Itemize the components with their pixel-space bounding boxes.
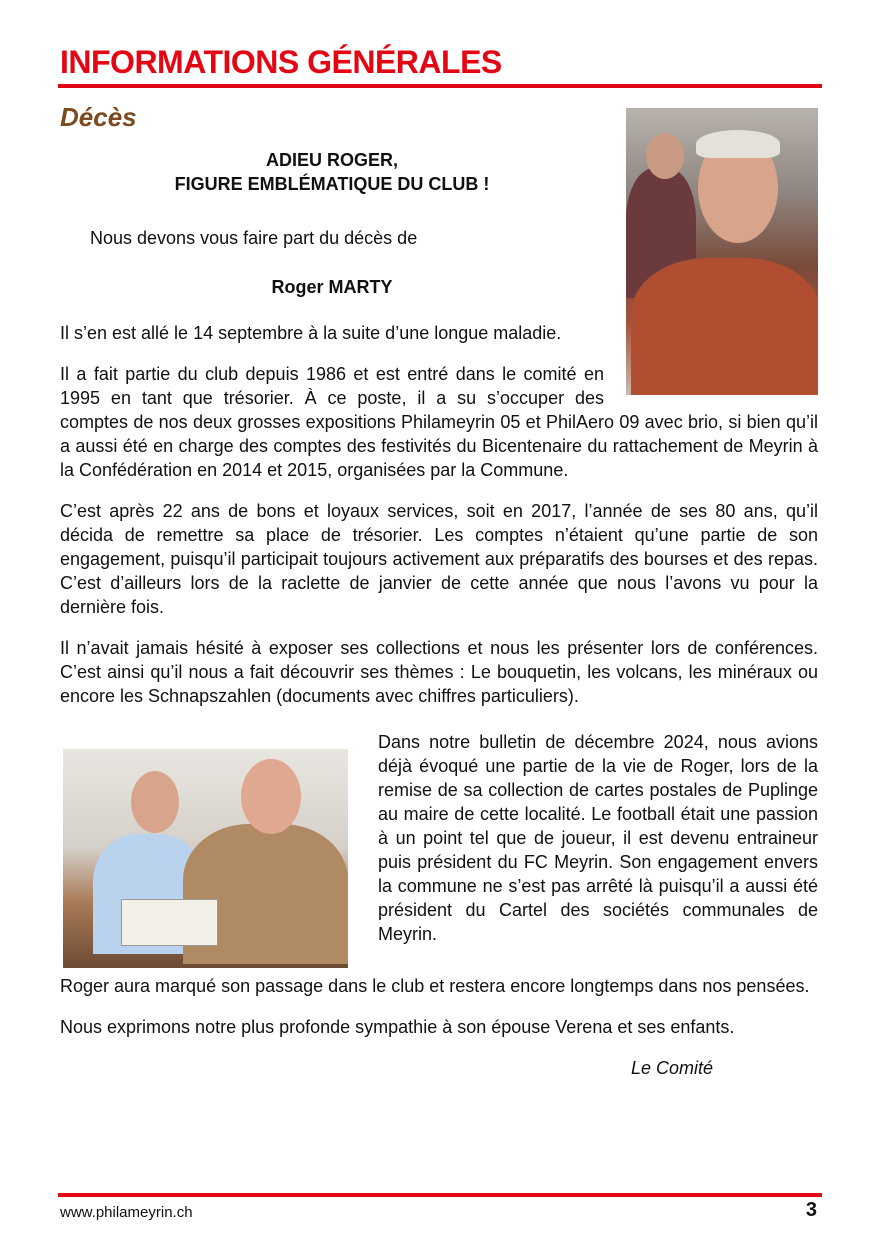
signature: Le Comité: [630, 1058, 713, 1078]
paragraph: Dans notre bulletin de décembre 2024, nous avions déjà évoqué une partie de la vie de Roger, lors de la remise de sa collection de cartes postales de Puplinge au maire de cette localité. Le football était une passion à un point tel que de joueur, il est devenu entraineur puis président du FC Meyrin. Son engagement envers la commune ne s’est pas arrêté là puisqu’il a aussi été président du Cartel des sociétés communales de Meyrin.: [378, 732, 818, 944]
paragraph: C’est après 22 ans de bons et loyaux services, soit en 2017, l’année de ses 80 ans, qu’il décida de remettre sa place de trésorier. Les comptes n’étaient qu’une partie de son engagement, puisqu’il participait toujours activement aux préparatifs des bourses et des repas. C’est d’ailleurs lors de la raclette de janvier de cette année que nous l’avons vu pour la dernière fois.: [60, 501, 818, 617]
header-rule: [58, 84, 822, 88]
article-body: [60, 148, 818, 1097]
page-title: INFORMATIONS GÉNÉRALES: [60, 44, 502, 80]
paragraph: Il s’en est allé le 14 septembre à la suite d’une longue maladie.: [60, 323, 562, 343]
paragraph: Roger aura marqué son passage dans le club et restera encore longtemps dans nos pensées.: [60, 976, 810, 996]
paragraph: Il n’avait jamais hésité à exposer ses collections et nous les présenter lors de conférences. C’est ainsi qu’il nous a fait découvrir ses thèmes : Le bouquetin, les volcans, les minéraux ou encore les Schnapszahlen (documents avec chiffres particuliers).: [60, 638, 818, 706]
headline-line-2: FIGURE EMBLÉMATIQUE DU CLUB !: [174, 174, 490, 194]
portrait-photo: [626, 108, 818, 395]
footer-rule: [58, 1193, 822, 1197]
section-title: Décès: [60, 102, 137, 132]
headline-line-1: ADIEU ROGER,: [265, 150, 398, 170]
paragraph: Nous exprimons notre plus profonde sympathie à son épouse Verena et ses enfants.: [60, 1017, 735, 1037]
deceased-name: Roger MARTY: [271, 277, 393, 297]
paragraph: Il a fait partie du club depuis 1986 et est entré dans le comité en 1995 en tant que trésorier. À ce poste, il a su s’occuper des comptes de nos deux grosses expositions Philameyrin 05 et PhilAero 09 avec brio, si bien qu’il a aussi été en charge des comptes des festivités du Bicentenaire du rattachement de Meyrin à la Confédération en 2014 et 2015, organisées par la Commune.: [60, 364, 818, 480]
intro-text: Nous devons vous faire part du décès de: [90, 228, 418, 248]
handover-photo: [63, 749, 348, 968]
footer-website-link[interactable]: www.philameyrin.ch: [60, 1204, 193, 1221]
page-number: 3: [805, 1199, 817, 1221]
